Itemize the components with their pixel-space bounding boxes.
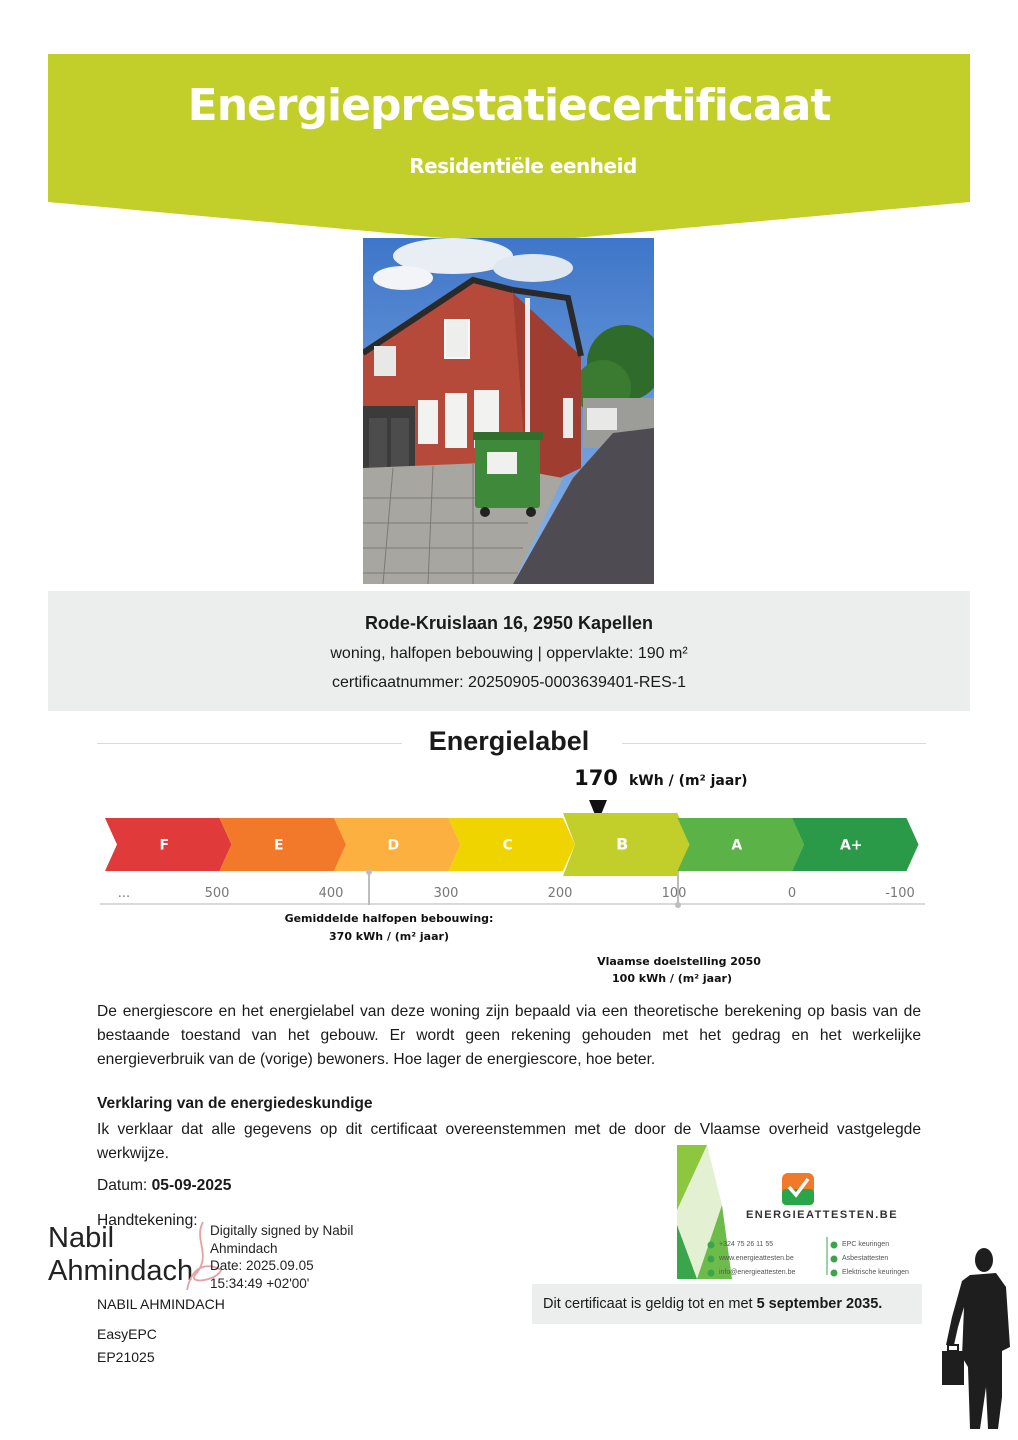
- target-marker-dot: [675, 902, 681, 908]
- validity-box: [532, 1284, 922, 1324]
- declaration-title: Verklaring van de energiedeskundige: [97, 1095, 373, 1112]
- page-title: Energieprestatiecertificaat: [187, 80, 831, 131]
- expert-id: EP21025: [97, 1349, 155, 1365]
- energy-scale-graphic: [0, 760, 1018, 1000]
- scale-tick-label: 300: [433, 886, 459, 901]
- scale-tick-label: 100: [661, 886, 687, 901]
- property-info-panel: [48, 591, 970, 711]
- date-value: 05-09-2025: [151, 1177, 232, 1194]
- signature-info-line: Ahmindach: [210, 1240, 278, 1256]
- expert-company: EasyEPC: [97, 1326, 157, 1342]
- scale-tick-label: 400: [318, 886, 344, 901]
- logo-service: Asbestattesten: [842, 1255, 889, 1262]
- energy-class-label: C: [502, 837, 513, 854]
- energy-class-label: B: [616, 834, 629, 854]
- energy-class-label: D: [387, 837, 400, 854]
- signature-info-line: 15:34:49 +02'00': [210, 1275, 310, 1291]
- energy-class-label: F: [159, 837, 170, 854]
- logo-service: Elektrische keuringen: [842, 1269, 909, 1276]
- signature-name: [48, 1222, 193, 1288]
- signature-info-line: Digitally signed by Nabil: [210, 1223, 354, 1238]
- signature-info-line: Date: 2025.09.05: [210, 1258, 314, 1273]
- energy-scale: [0, 760, 1018, 1000]
- scale-tick-label: -100: [885, 886, 915, 901]
- date-label: Datum:: [97, 1177, 148, 1194]
- signature-name-last: Ahmindach: [48, 1255, 194, 1287]
- energy-label-heading: Energielabel: [428, 726, 590, 756]
- declaration-text: Ik verklaar dat alle gegevens op dit certificaat overeenstemmen met de door de Vlaamse overheid vastgelegde werkwijze.: [97, 1121, 921, 1162]
- logo-contact-web: www.energieattesten.be: [719, 1255, 794, 1262]
- house-photo: [363, 238, 654, 584]
- scale-tick-label: 500: [204, 886, 230, 901]
- signature-label: Handtekening:: [97, 1212, 198, 1229]
- certificate-number: certificaatnummer: 20250905-0003639401-RES-1: [332, 674, 686, 691]
- date-row: [97, 1177, 231, 1195]
- property-address: Rode-Kruislaan 16, 2950 Kapellen: [364, 613, 654, 633]
- logo-contact-email: info@energieattesten.be: [719, 1269, 796, 1276]
- average-label: Gemiddelde halfopen bebouwing:: [284, 912, 494, 925]
- logo-brand-name: ENERGIEATTESTEN.BE: [745, 1209, 899, 1221]
- target-label: Vlaamse doelstelling 2050: [597, 955, 761, 968]
- signature-info: [210, 1222, 353, 1292]
- scale-tick-label: 0: [787, 886, 797, 901]
- energy-score: 170: [574, 766, 618, 790]
- average-marker-dot: [366, 869, 372, 875]
- logo-service: EPC keuringen: [842, 1241, 890, 1248]
- energy-class-label: A: [731, 837, 743, 854]
- scale-tick-label: 200: [547, 886, 573, 901]
- energy-class-label: E: [273, 837, 284, 854]
- businessman-silhouette-icon: [940, 1247, 1014, 1433]
- scale-tick-label: ...: [117, 886, 131, 901]
- average-value: 370 kWh / (m² jaar): [329, 930, 449, 943]
- company-logo-card: [677, 1145, 917, 1279]
- page-subtitle: Residentiële eenheid: [409, 154, 637, 178]
- expert-name: NABIL AHMINDACH: [97, 1296, 225, 1312]
- validity-prefix: Dit certificaat is geldig tot en met: [543, 1296, 753, 1312]
- energy-score-unit: kWh / (m² jaar): [629, 773, 748, 789]
- property-description: woning, halfopen bebouwing | oppervlakte: 190 m²: [330, 645, 688, 662]
- target-value: 100 kWh / (m² jaar): [612, 972, 732, 985]
- logo-contact-phone: +324 75 26 11 55: [719, 1241, 774, 1248]
- energy-class-label: A+: [839, 837, 863, 854]
- validity-date: 5 september 2035.: [756, 1296, 883, 1312]
- signature-name-first: Nabil: [48, 1222, 115, 1254]
- explanation-text: De energiescore en het energielabel van deze woning zijn bepaald via een theoretische berekening op basis van de bestaande toestand van het gebouw. Er wordt geen rekening gehouden met het gedrag en het werkelijke energieverbruik van de (vorige) bewoners. Hoe lager de energiescore, hoe beter.: [97, 1003, 921, 1068]
